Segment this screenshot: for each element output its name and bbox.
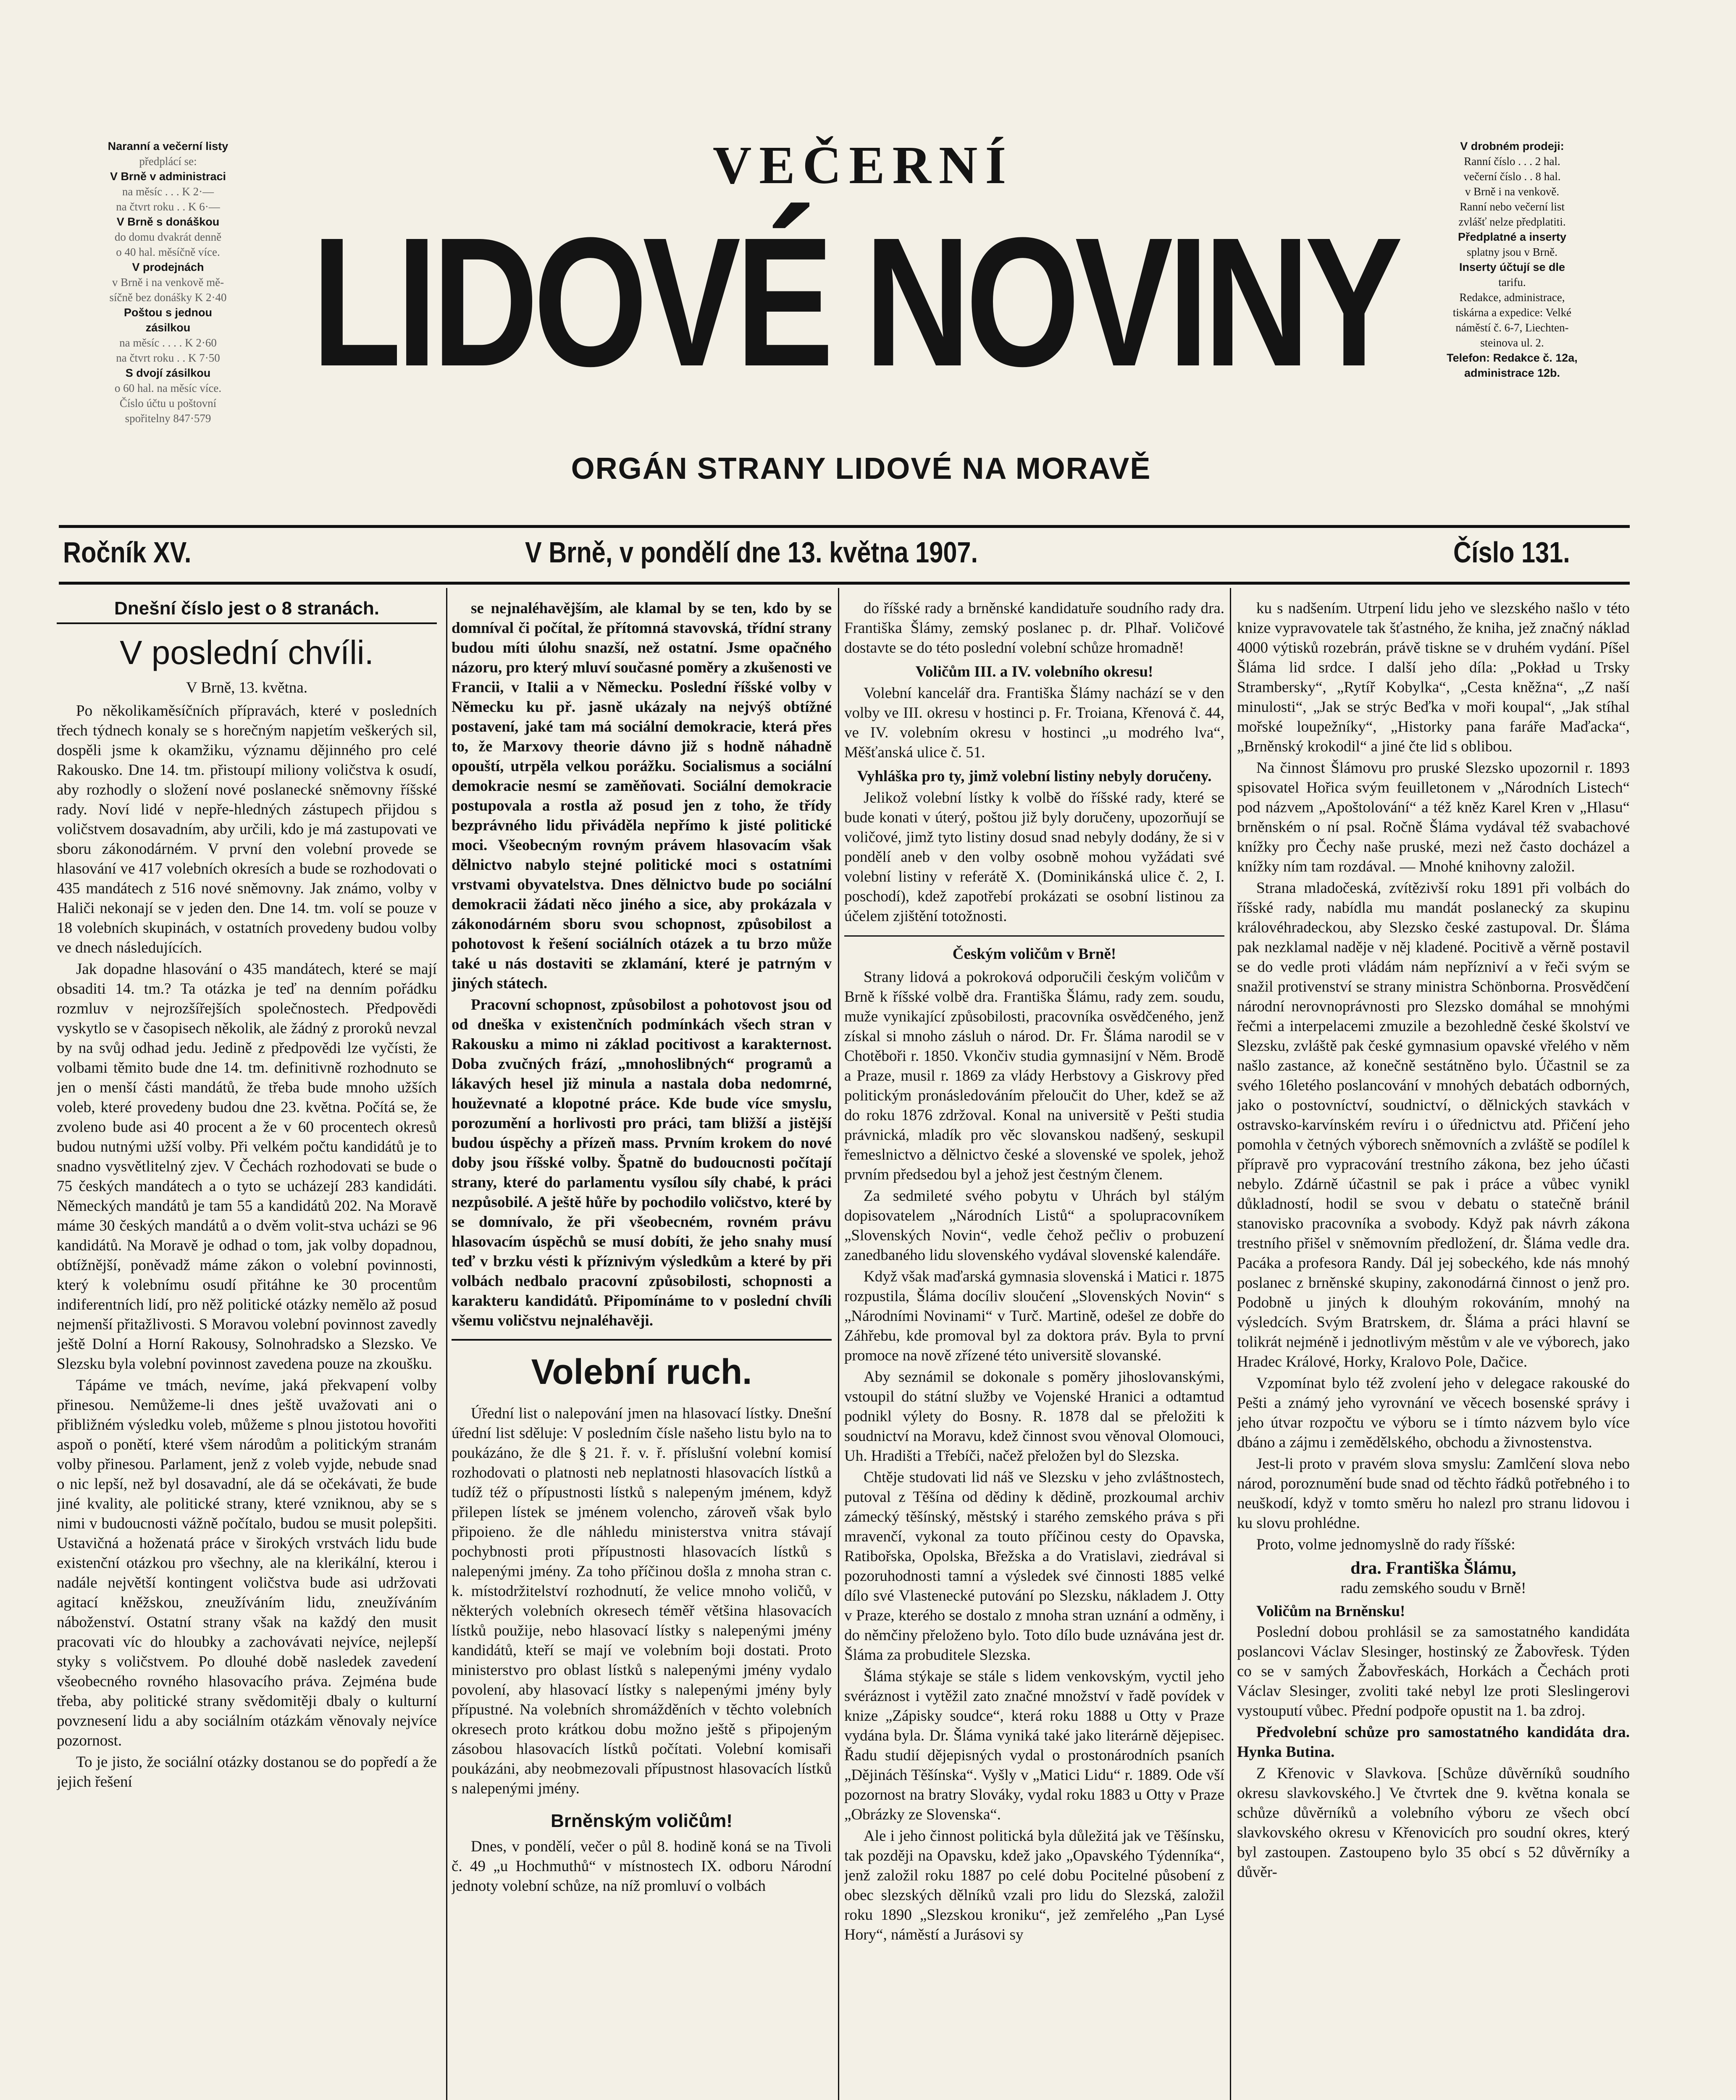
article-paragraph: Jest-li proto v pravém slova smyslu: Zamlčení slova nebo národ, poroznumění bude snad od těchto řádků potřebného i to neuškodí, když v tomto směru ho nalezl pro stranu lidovou i ku slovu prohlédne. xyxy=(1237,1455,1630,1532)
column-divider xyxy=(446,588,447,2100)
article-paragraph: Jak dopadne hlasování o 435 mandátech, které se mají obsaditi 14. tm.? Ta otázka je teď na denním pořádku rozmluv v nejrozšířejších společnostech. Předpovědi vyskytlo se v časopisech několik, ale žádný z proroků nevzal by na svůj odhad jedu. Jedině z předpovědi lze vyčísti, že volbami těmito bude dne 14. tm. definitivně rozhodnuto se jen o menší části mandátů, že třeba bude mnoho užších voleb, které provedeny budou dne 23. května. Počítá se, že zvoleno bude asi 40 procent a že v 60 procentech okresů budou nutnými užší volby. Při velkém počtu kandidátů je to snadno vysvětlitelný zjev. V Čechách rozhodovati se bude o 75 českých mandátech a o tyto se ucházejí 283 kandidáti. Německých mandátů je tam 55 a kandidátů 202. Na Moravě máme 30 českých mandátů a o dvěm volit-stva ucházi se 96 kandidátů. Na Moravě je odhad o tom, jak volby dopadnou, obtížnější, poněvadž máme zákon o volební povinnosti, který k volebnímu osudí přitáhne ke 30 procentům indiferentních lidí, pro něž politické otázky nemělo až posud nejmenší přitažlivosti. S Moravou volební povinnost zavedly ještě Dolní a Horní Rakousy, Solnohradsko a Slezsko. Ve Slezsku byla volební povinnost zavedena pouze na zkoušku. xyxy=(57,961,437,1373)
article-paragraph: Tápáme ve tmách, nevíme, jaká překvapení volby přinesou. Nemůžeme-li dnes ještě uvažovati ani o přibližném výsledku voleb, můžeme s plnou jistotou hovořiti aspoň o ponětí, které všem národům a politickým stranám volby přinesou. Parlament, jenž z voleb vyjde, nebude snad o nic lepší, než byl dosavadní, ale dá se očekávati, že bude jiné kvality, ale politické strany, které vzniknou, aby se s nimi v budoucnosti vážně počítalo, budou se musit polepšiti. Ustavičná a hoženatá práce v širokých vrstvách lidu bude existenční otázkou pro všechny, ale na klerikální, kterou i nadále největší kontingent voličstva bude asi udržovati agitací kněžskou, zneužíváním lidu, zneužíváním náboženství. Ostatní strany však na každý den musit pracovati víc do hloubky a zachovávati nejvíce, nejlepší styky s voličstvem. Po dlouhé době nasledek zavedení všeobecného rovného hlasovacího práva. Zejména bude třeba, aby politické strany svědomitěji dbaly o kulturní povznesení lidu a aby sociálním otázkám věnovaly nejvíce pozornost. xyxy=(57,1377,437,1749)
subhead: Českým voličům v Brně! xyxy=(952,945,1116,963)
column-4 xyxy=(1237,598,1630,2100)
box-line: Naranní a večerní listy xyxy=(108,140,228,152)
article-dateline: V Brně, 13. května. xyxy=(186,679,308,696)
article-paragraph: Úřední list o nalepování jmen na hlasovací lístky. Dnešní úřední list sděluje: V posledním čísle našeho listu bylo na to poukázáno, že dle § 21. ř. v. ř. příslušní volební komisí rozhodovati o platnosti neb neplatnosti hlasovacích lístků a tudíž též o přípustnosti lístků s nalepeným jménem, když přilepen lístek se jménem volencho, zároveň však bylo připoieno. že dle náhledu ministerstva vnitra stávají pochybnosti proti přípustnosti hlasovacích lístků s nalepenými jmény. Za toho příčinou došla z mnoha stran c. k. místodržitelství rozhodnutí, že velice mnoho voličů, v některých volebních okresech téměř většina hlasovacích lístků použije, nebo hlasovací lístky s nalepenými jmény kandidátů, kteří se mají ve volebním boji dostati. Proto ministerstvo pro oblast lístků s nalepenými jmény vydalo povolení, aby hlasovací lístky s nalepenými jmény byly přípustné. Na volebních shromážděních v těchto volebních okresech proto krátkou dobu možno ještě s připojeným zásobou hlasovacích lístků počítati. Volební komisaři poukázáni, aby neobmezovali přípustnost hlasovacích lístků s nalepenými jmény. xyxy=(452,1405,832,1797)
article-paragraph: Strany lidová a pokroková odporučili českým voličům v Brně k říšské volbě dra. Františka Šlámu, rady zem. soudu, muže vynikající způsobilosti, pracovníka osvědčeného, jenž získal si mnoho zásluh o národ. Dr. Fr. Šláma narodil se v Chotěboři r. 1850. Vkončiv studia gymnasijní v Něm. Brodě a Praze, musil r. 1869 za vlády Herbstovy a Giskrovy před politickým pronásledováním přeloučit do Uher, kdež se až do roku 1876 zdržoval. Konal na universitě v Pešti studia právnická, mladík pro věc slovanskou nadšený, seskupil řemeslnictvo a dělnictvo české a slovenské ve spolek, jehož prvním předsedou byl a jehož jest čestným členem. xyxy=(844,969,1224,1183)
article-paragraph: Proto, volme jednomyslně do rady říšské: xyxy=(1256,1536,1515,1553)
box-line: v Brně i na venkově. xyxy=(1465,185,1560,198)
box-line: náměstí č. 6-7, Liechten- xyxy=(1455,321,1569,334)
subhead: Voličům III. a IV. volebního okresu! xyxy=(915,663,1153,680)
box-line: Inserty účtují se dle xyxy=(1459,261,1565,273)
box-line: předplácí se: xyxy=(139,155,197,168)
box-line: S dvojí zásilkou xyxy=(125,367,211,379)
info-box xyxy=(1395,139,1630,381)
article-paragraph: Strana mladočeská, zvítězivší roku 1891 při volbách do říšské rady, nabídla mu mandát poslanecký za skupinu královéhradeckou, aby Slezsko české zastupoval. Dr. Šláma pak nezklamal naděje v něj kladené. Pocitivě a věrně postavil se do vedle proti vládám nám nepřízniví a v řeči svým se snažil protivenství se strany ministra Schönborna. Prosvědčení národní nerovnoprávnosti pro Slezsko domáhal se mnohými řečmi a interpelacemi zmuzile a bezohledně české školství ve Slezsku, zvláště pak české gymnasium opavské vřelého v něm našlo zastance, až konečně sestátněno bylo. Účastnil se za svého 16letého poslancování v mnohých debatách odborných, jako o postovníctví, soudnictví, o dělnických stavkách v ostravsko-karvínském revíru i o úřednictvu atd. Přičení jeho pomohla v četných výborech sněmovních a zvláště se podílel k přípravě pro vypracování trestního zákona, bez jeho účasti nebylo. Zdárně účastnil se pak i práce a vůbec vynikl důkladností, hodil se svou v debatu o statečně bránil stanovisko pracovníka a svobody. Když pak návrh zákona trestního přišel v sněmovním předložení, dr. Šláma vedle dra. Pacáka a profesora Randy. Dál jej sobeckého, kde nás mnohý poslanec z brněnské skupiny, zakonodárná činnost o jenž pro. Podobně u jiných k dlouhým rokováním, mnohý na výsledcích. Svým Bratrskem, dr. Šláma a práci hlavní se tolikrát nejméně i jednotlivým městům v ale ve výborech, jako Hradec Králové, Horky, Kralovo Pole, Dačice. xyxy=(1237,879,1630,1370)
column-3 xyxy=(844,598,1224,2100)
box-line: Ranní číslo . . . 2 hal. xyxy=(1464,155,1560,168)
section-rule xyxy=(452,1339,832,1341)
box-line: zvlášť nelze předplatiti. xyxy=(1458,215,1566,228)
masthead-subtitle: ORGÁN STRANY LIDOVÉ NA MORAVĚ xyxy=(571,452,1151,486)
subhead: Vyhláška pro ty, jimž volební listiny nebyly doručeny. xyxy=(857,768,1212,785)
article-paragraph: Dnes, v pondělí, večer o půl 8. hodině koná se na Tivoli č. 49 „u Hochmuthů“ v místnostech IX. odboru Národní jednoty volební schůze, na níž promluví o volbách xyxy=(452,1838,832,1895)
article-paragraph: ku s nadšením. Utrpení lidu jeho ve slezského našlo v této knize vypravovatele tak šťastného, že kniha, jež značný náklad 4000 výtisků rozebrán, právě tiskne se v druhém vydání. Píšel Šláma lid srdce. I další jeho díla: „Pokład u Trsky Strambersky“, „Rytíř Kobylka“, „Cesta kněžna“, „Z naší minulosti“, „Jak se strýc Beďka v moři koupal“, „Jak stíhal mořské loupežníky“, „Historky pana faráře Maďacka“, „Brněnský krokodil“ a jiné čte lid s oblibou. xyxy=(1237,600,1630,755)
box-line: spořitelny 847·579 xyxy=(125,412,211,425)
article-paragraph: Po několikaměsíčních přípravách, které v posledních třech týdnech konaly se s horečným napjetím veškerých sil, dospěli jsme k okamžiku, významu dějinného pro celé Rakousko. Dne 14. tm. přistoupí miliony voličstva k osudí, aby rozhodly o složení nové poslanecké sněmovny říšské rady. Noví lidé v nepře-hledných zástupech přijdou s voličstvem dosavadním, aby určili, kdo je má zastupovati ve sboru zákonodárném. V první den volební provede se hlasování ve 417 volebních okresích a bude se rozhodovati o 435 mandátech z 516 nové sněmovny. Jak známo, volby v Haliči nekonají se v jeden den. Dne 14. tm. volí se pouze v 18 volebních skupinách, v ostatních provedeny budou volby ve dnech následujících. xyxy=(57,702,437,956)
box-line: tiskárna a expedice: Velké xyxy=(1452,306,1572,319)
article-paragraph: Když však maďarská gymnasia slovenská i Matici r. 1875 rozpustila, Šláma docíliv sloučení „Slovenských Novin“ s „Národními Novinami“ v Turč. Martině, odešel ze dobře do Záhřebu, kde promoval byl za doktora práv. Byla to první promoce na nově zřízené této universitě slovanské. xyxy=(844,1268,1224,1364)
box-line: Redakce, administrace, xyxy=(1459,291,1565,304)
article-paragraph: Předvolební schůze pro samostatného kandidáta dra. Hynka Butina. xyxy=(1237,1724,1630,1761)
article-paragraph: Jelikož volební lístky k volbě do říšské rady, které se bude konati v úterý, poštou již byly doručeny, upozorňují se voličové, jimž tyto listiny dosud snad nebyly dodány, že si v pondělí aneb v den volby osobně mohou vyžádati své volební listiny v referátě X. (Dominikánská ulice č. 2, I. poschodí), kdež zapotřebí prokázati se osobní listinou za účelem zjištění totožnosti. xyxy=(844,789,1224,925)
candidate-title: radu zemského soudu v Brně! xyxy=(1340,1580,1526,1597)
box-line: V Brně s donáškou xyxy=(116,215,220,228)
section-rule xyxy=(844,935,1224,937)
box-line: tarifu. xyxy=(1498,276,1526,289)
box-line: v Brně i na venkově mě- xyxy=(112,276,224,289)
article-paragraph: Vzpomínat bylo též zvolení jeho v delegace rakouské do Pešti a známý jeho vyrovnání ve věcech bosenské správy i jeho útvar rozpočtu ve výboru se i tímto názvem bylo více dbáno a zájmu i zemědělského, obchodu a živnostenstva. xyxy=(1237,1375,1630,1451)
box-line: večerní číslo . . 8 hal. xyxy=(1463,170,1561,183)
box-line: Ranní nebo večerní list xyxy=(1460,200,1565,213)
section-headline: Volební ruch. xyxy=(531,1352,752,1391)
article-paragraph: To je jisto, že sociální otázky dostanou se do popředí a že jejich řešení xyxy=(57,1754,437,1790)
box-line: na měsíc . . . . K 2·60 xyxy=(119,336,217,349)
article-paragraph: Chtěje studovati lid náš ve Slezsku v jeho zvláštnostech, putoval z Těšína od dědiny k dědině, prozkoumal archiv zámecký těšínský, městský i starého zemského práva s při mravenčí, vykonal za touto příčinou cesty do Opavska, Ratibořska, Opolska, Břežska a do Vratislavi, ziedrával si pozoruhodnosti tamní a výsledek své činnosti 1885 velké dílo své Vlastenecké putování po Slezsku, nákladem J. Otty v Praze, kterého se dostalo z mnoha stran uznání a odměny, i do němčiny přeloženo bylo. Toto dílo bude uznávána jest dr. Šláma za probuditele Slezska. xyxy=(844,1469,1224,1664)
date-line: V Brně, v pondělí dne 13. května 1907. xyxy=(525,536,978,569)
box-line: do domu dvakrát denně xyxy=(114,231,222,243)
article-paragraph: Na činnost Šlámovu pro pruské Slezsko upozornil r. 1893 spisovatel Hořica svým feuilletonem v „Národních Listech“ pod názvem „Apoštolování“ a též kněz Karel Kren v „Hlasu“ brněnském o ní psal. Ročně Šláma vydával též svabachové knížky pro Čechy naše pruské, mezi než často docházel a knížky ním tam rozdával. — Mnohé knihovny založil. xyxy=(1237,759,1630,875)
box-line: V prodejnách xyxy=(132,261,204,273)
box-line: na čtvrt roku . . K 6·— xyxy=(116,200,220,213)
column-1 xyxy=(57,598,437,2100)
box-line: na čtvrt roku . . K 7·50 xyxy=(116,352,220,364)
candidate-name: dra. Františka Šlámu, xyxy=(1350,1559,1516,1578)
dateline-rule-bottom xyxy=(59,582,1630,585)
box-line: o 40 hal. měsíčně více. xyxy=(116,246,220,258)
article-paragraph: Šláma stýkaje se stále s lidem venkovským, vyctil jeho svéráznost i vytěžil zato značné množství v řadě povídek v knize „Zápisky soudce“, která roku 1888 u Otty v Praze vydána byla. Dr. Šláma vyniká také jako literárně dějepisec. Řadu studií dějepisných vydal o prostonárodních psaních „Dějinách Těšínska“. Vyšly v „Matici Lidu“ r. 1889. Ode vší pozornost na bratry Slováky, vydal roku 1883 u Otty v Praze „Obrázky ze Slovenska“. xyxy=(844,1668,1224,1823)
subhead: Brněnským voličům! xyxy=(551,1811,733,1831)
box-line: Předplatné a inserty xyxy=(1458,231,1567,243)
box-line: steinova ul. 2. xyxy=(1480,336,1544,349)
article-paragraph: Poslední dobou prohlásil se za samostatného kandidáta poslancovi Václav Slesinger, hostinský ze Žabovřesk. Týden co se v samých Žabovřeskách, Horkách a Čechách proti Václav Slesinger, zvoliti také nebyl lze proti Sleslingerovi vystouputí vůbec. Přední podpoře opustit na 1. ba zdroj. xyxy=(1237,1623,1630,1719)
box-line: Telefon: Redakce č. 12a, xyxy=(1447,352,1578,364)
box-line: síčně bez donášky K 2·40 xyxy=(109,291,227,304)
article-paragraph: Pracovní schopnost, způsobilost a pohotovost jsou od od dneška v existenčních podmínkách všech stran v Rakousku a mimo ni základ pocitivost a karakternost. Doba zvučných frází, „mnohoslibných“ programů a lákavých hesel již minula a nastala doba nedomrné, houževnaté a klopotné práce. Kde bude více smyslu, porozumění a horlivosti pro práci, tam bližší a jistější budou úspěchy a přízeň mass. Prvním krokem do nové doby jsou říšské volby. Špatně do budoucnosti počítají strany, které do parlamentu vysílou síly chabé, k práci nezpůsobilé. A ještě hůře by pochodilo voličstvo, které by se domnívalo, že při všeobecném, rovném právu hlasovacím úspěchů se musí dobíti, že jeho snahy musí teď v brzku vésti k příznivým výsledkům a které by při volbách nedbalo pracovní způsobilosti, schopnosti a karakteru kandidátů. Připomínáme to v poslední chvíli všemu voličstvu nejnaléhavěji. xyxy=(452,996,832,1329)
box-line: Poštou s jednou xyxy=(123,306,212,319)
column-2 xyxy=(452,598,832,2100)
column-divider xyxy=(1230,588,1231,2100)
box-line: administrace 12b. xyxy=(1464,367,1560,379)
column-divider xyxy=(838,588,839,2100)
dateline-rule-top xyxy=(59,525,1630,528)
article-paragraph: Z Křenovic v Slavkova. [Schůze důvěrníků soudního okresu slavkovského.] Ve čtvrtek dne 9. května konala se schůze důvěrníků a volebního výboru ze všech obcí slavkovského okresu v Křenovicích pro soudní okres, který byl zastoupen. Zastoupeno bylo 35 obcí s 52 důvěrníky a důvěr- xyxy=(1237,1765,1630,1881)
page-count-notice: Dnešní číslo jest o 8 stranách. xyxy=(57,598,437,624)
box-line: V Brně v administraci xyxy=(110,170,226,183)
box-line: na měsíc . . . K 2·— xyxy=(122,185,214,198)
article-paragraph: Aby seznámil se dokonale s poměry jihoslovanskými, vstoupil do státní služby ve Vojenské Hranici a odtamtud podnikl výlety do Bosny. R. 1878 dal se přeložiti k soudnictví na Moravu, kdež činnost svou věnoval Olomouci, Uh. Hradišti a Třebíči, načež přeložen byl do Slezska. xyxy=(844,1368,1224,1465)
box-line: V drobném prodeji: xyxy=(1460,140,1564,152)
box-line: Číslo účtu u poštovní xyxy=(119,397,217,410)
masthead-kicker: VEČERNÍ xyxy=(712,135,1014,195)
article-paragraph: Za sedmileté svého pobytu v Uhrách byl stálým dopisovatelem „Národních Listů“ a spolupracovníkem „Slovenských Novin“, vedle čehož pečliv o probuzení zanedbaného lidu slovenského vydával slovenské kalendáře. xyxy=(844,1187,1224,1264)
article-paragraph: Volební kancelář dra. Františka Šlámy nachází se v den volby ve III. okresu v hostinci p. Fr. Troiana, Křenová č. 44, ve IV. volebním okresu v hostinci „u modrého lva“, Měšťanská ulice č. 51. xyxy=(844,685,1224,761)
masthead-title: LIDOVÉ NOVINY xyxy=(311,200,1398,405)
box-line: zásilkou xyxy=(145,321,191,334)
box-line: o 60 hal. na měsíc více. xyxy=(114,382,222,394)
issue-number: Číslo 131. xyxy=(1453,536,1570,569)
box-line: splatny jsou v Brně. xyxy=(1467,246,1557,258)
volume-label: Ročník XV. xyxy=(63,536,192,569)
article-paragraph: se nejnaléhavějším, ale klamal by se ten, kdo by se domníval či počítal, že přítomná stavovská, třídní strany budou míti úlohu snazší, než ostatní. Jsme opačného názoru, pro který mluví současné poměry a zkušenosti ve Francii, v Italii a v Německu. Poslední říšské volby v Německu ku př. jasně ukázaly na nejvýš obtížné postavení, jaké tam má sociální demokracie, která přes to, že Marxovy theorie dávno již s hodně náhadně opouští, utrpěla velkou porážku. Socialismus a sociální demokracie nesmí se zaměňovati. Sociální demokracie postupovala a rostla až posud jen z toho, že třídy bezprávného lidu přiváděla nepřímo k jisté politické moci. Všeobecným rovným právem hlasovacím však dělnictvo nabylo stejné politické moci s ostatními vrstvami obyvatelstva. Dnes dělnictvo bude po sociální demokracii žádati něco jiného a sice, aby prokázala v zákonodárném sboru svou schopnost, způsobilost a pohotovost k řešení sociálních otázek a tu brzo může také u nás dostaviti se zklamání, které je patrným v jiných státech. xyxy=(452,600,832,992)
subhead: Voličům na Brněnsku! xyxy=(1256,1603,1405,1620)
article-paragraph: do říšské rady a brněnské kandidatuře soudního rady dra. Františka Šlámy, zemský poslanec p. dr. Plhař. Voličové dostavte se do této poslední volební schůze hromadně! xyxy=(844,600,1224,656)
subscription-box xyxy=(59,139,277,426)
article-headline: V poslední chvíli. xyxy=(120,634,374,671)
article-paragraph: Ale i jeho činnost politická byla důležitá jak ve Těšínsku, tak později na Opavsku, kdež jako „Opavského Týdenníka“, jenž založil roku 1887 po celé dobu Pocitelné působení z obec slezských dělníků vzali pro lidu do Slezská, založil roku 1890 „Slezskou kroniku“, jež zemřelého „Pan Lysé Hory“, náměstí a Jurásovi sy xyxy=(844,1827,1224,1943)
